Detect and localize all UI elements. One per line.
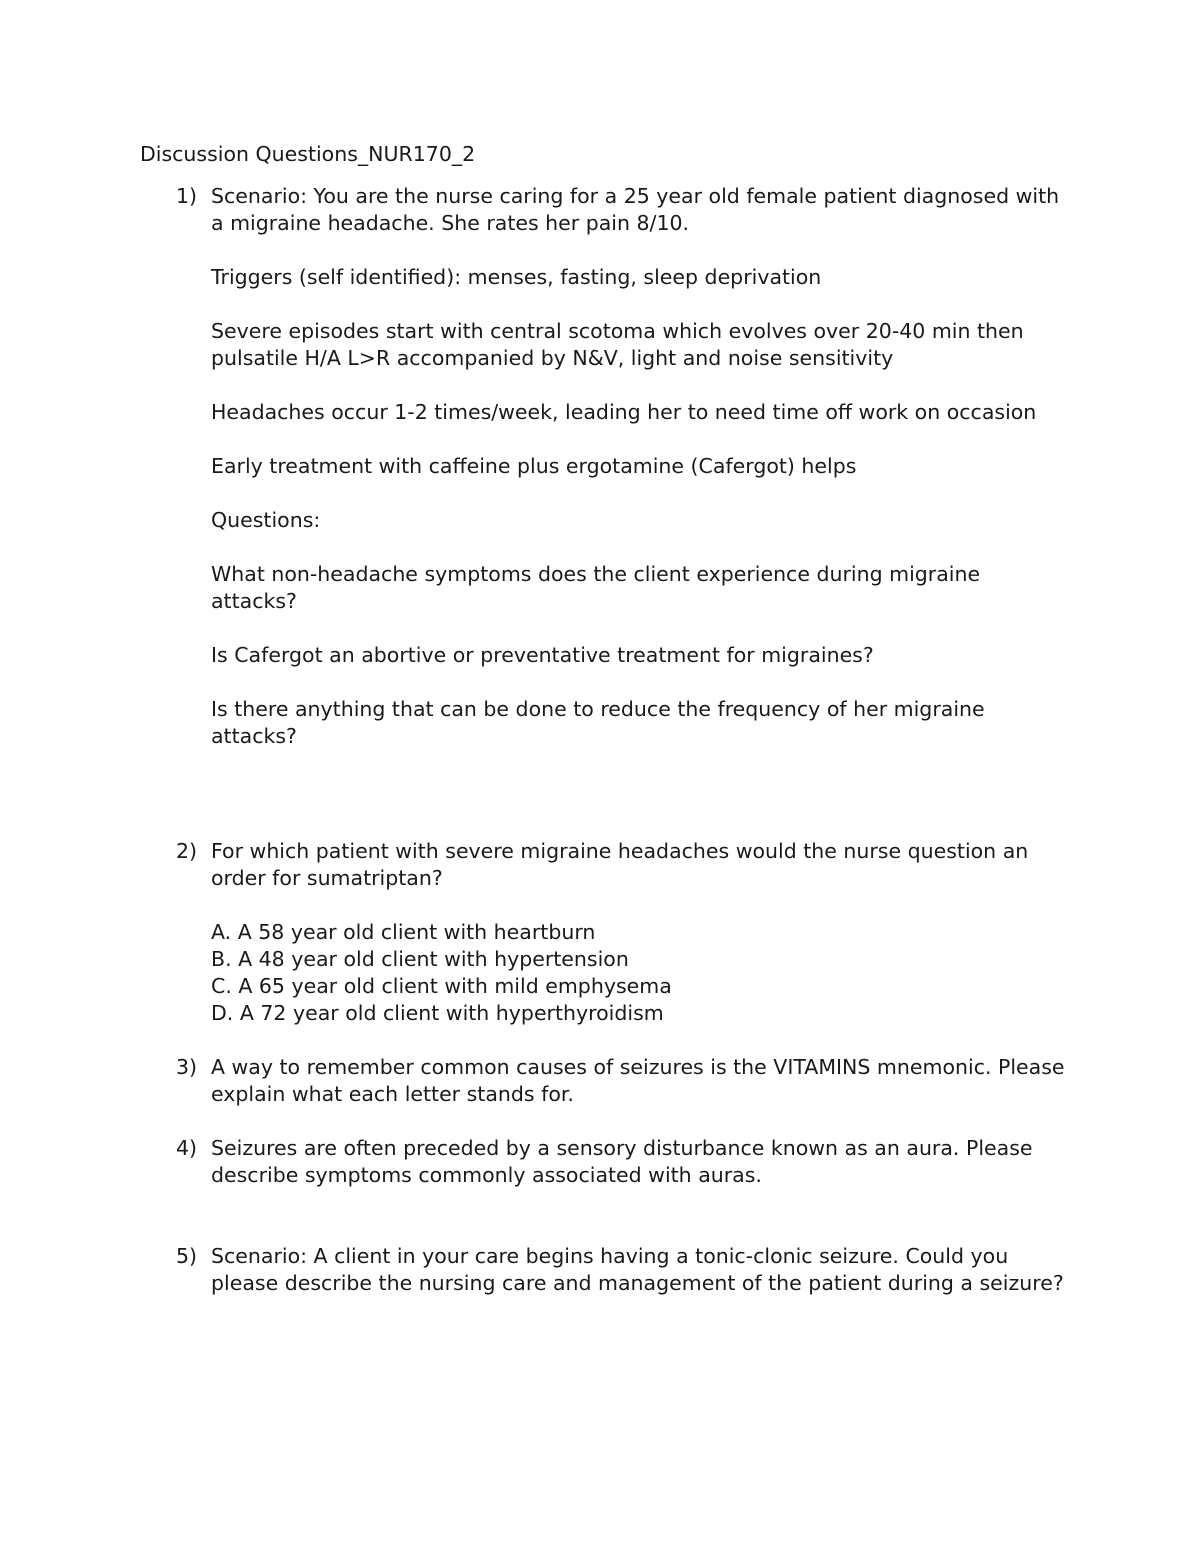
scenario-intro: Scenario: You are the nurse caring for a 25 year old female patient diagnosed with a migraine headache. She rates her pain 8/10. — [211, 184, 1060, 235]
question-body — [211, 1135, 1066, 1189]
question-1 — [176, 183, 1066, 750]
question-number: 3) — [176, 1055, 198, 1079]
document-title: Discussion Questions_NUR170_2 — [140, 142, 476, 166]
question-3 — [176, 1054, 1066, 1108]
question-body — [211, 1243, 1066, 1297]
question-2 — [176, 838, 1066, 1027]
answer-choice: D. A 72 year old client with hyperthyroidism — [211, 1001, 664, 1025]
question-5 — [176, 1243, 1066, 1297]
scenario-triggers: Triggers (self identified): menses, fasting, sleep deprivation — [211, 265, 822, 289]
question-4 — [176, 1135, 1066, 1189]
scenario-treatment: Early treatment with caffeine plus ergotamine (Cafergot) helps — [211, 454, 857, 478]
question-body — [211, 183, 1066, 750]
scenario-frequency: Headaches occur 1-2 times/week, leading her to need time off work on occasion — [211, 400, 1037, 424]
question-body — [211, 838, 1066, 1027]
answer-choice: A. A 58 year old client with heartburn — [211, 920, 596, 944]
questions-label: Questions: — [211, 508, 321, 532]
question-body — [211, 1054, 1066, 1108]
answer-choice: C. A 65 year old client with mild emphysema — [211, 974, 672, 998]
answer-choices — [211, 919, 1066, 1027]
sub-question: Is there anything that can be done to reduce the frequency of her migraine attacks? — [211, 697, 985, 748]
question-text: For which patient with severe migraine headaches would the nurse question an order for sumatriptan? — [211, 839, 1029, 890]
question-number: 4) — [176, 1136, 198, 1160]
question-text: Scenario: A client in your care begins having a tonic-clonic seizure. Could you please describe the nursing care and management of the patient during a seizure? — [211, 1244, 1064, 1295]
answer-choice: B. A 48 year old client with hypertension — [211, 947, 629, 971]
question-number: 5) — [176, 1244, 198, 1268]
sub-question: What non-headache symptoms does the client experience during migraine attacks? — [211, 562, 981, 613]
question-number: 1) — [176, 184, 198, 208]
sub-question: Is Cafergot an abortive or preventative treatment for migraines? — [211, 643, 874, 667]
question-number: 2) — [176, 839, 198, 863]
question-text: Seizures are often preceded by a sensory disturbance known as an aura. Please describe symptoms commonly associated with auras. — [211, 1136, 1033, 1187]
scenario-episodes: Severe episodes start with central scotoma which evolves over 20-40 min then pulsatile H/A L>R accompanied by N&V, light and noise sensitivity — [211, 319, 1024, 370]
question-text: A way to remember common causes of seizures is the VITAMINS mnemonic. Please explain what each letter stands for. — [211, 1055, 1065, 1106]
